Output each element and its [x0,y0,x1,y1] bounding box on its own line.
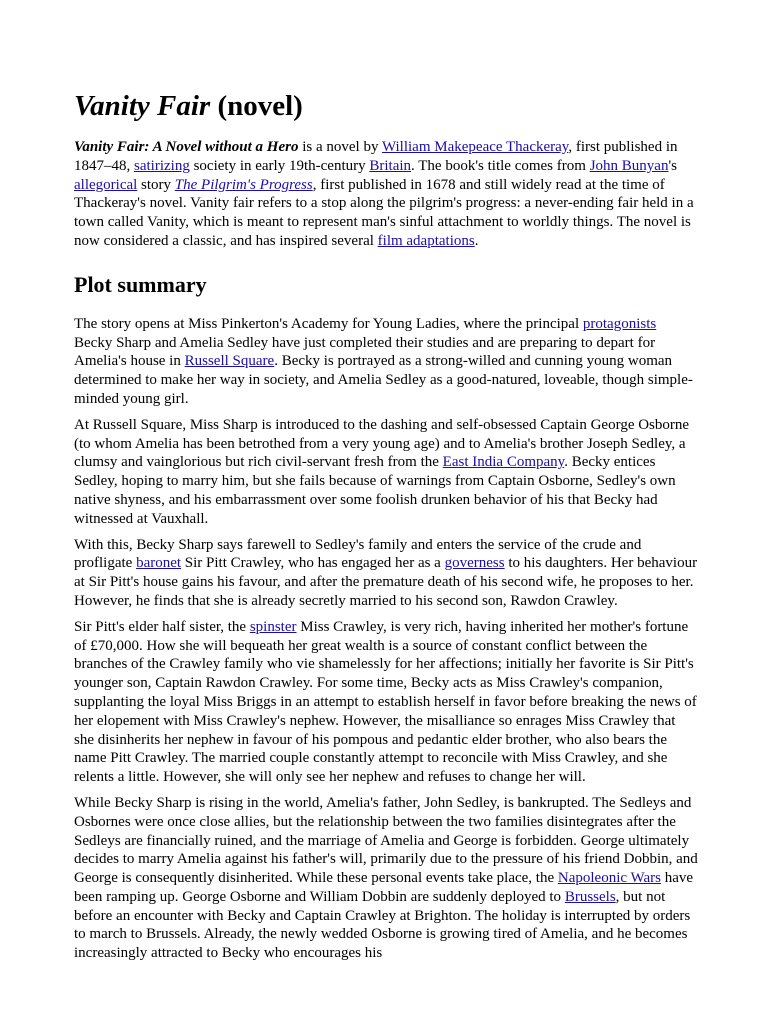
link-russell-square[interactable]: Russell Square [184,353,275,370]
text-run: , first published in 1678 and still widely read at the time of Thackeray's novel. Vanity fair refers to a stop along the pilgrim's progress: a never-ending fair held in a town called Vanity, which is meant to represent man's sinful attachment to worldly things. The novel is now considered a classic, and has inspired several [74,176,694,249]
plot-paragraph [74,416,698,529]
link-brussels[interactable]: Brussels [564,888,616,905]
text-run: Sir Pitt Crawley, who has engaged her as a [181,555,445,572]
text-run: society in early 19th-century [189,157,370,174]
link-allegorical[interactable]: allegorical [74,176,138,193]
section-heading-plot-summary: Plot summary [74,271,207,297]
page-title-suffix: (novel) [210,90,303,122]
link-protagonists[interactable]: protagonists [582,315,657,332]
text-run: The story opens at Miss Pinkerton's Academy for Young Ladies, where the principal [74,315,583,332]
link-spinster[interactable]: spinster [249,618,297,635]
link-napoleonic-wars[interactable]: Napoleonic Wars [557,870,661,887]
text-run: , first published in 1847–48, [74,139,678,174]
plot-paragraph [74,618,698,787]
text-run: is a novel by [298,139,382,155]
text-run: . The book's title comes from [411,157,590,174]
text-run: Sir Pitt's elder half sister, the [74,618,250,635]
link-satirizing[interactable]: satirizing [134,157,190,174]
plot-paragraph [74,794,698,963]
text-run: At Russell Square, Miss Sharp is introduced to the dashing and self-obsessed Captain George Osborne (to whom Amelia has been betrothed from a very young age) and to Amelia's brother Joseph Sedley, a clumsy and vainglorious but rich civil-servant fresh from the [74,416,690,471]
page-title [74,88,698,124]
link-film-adaptations[interactable]: film adaptations [377,232,475,249]
plot-paragraph [74,315,698,409]
text-run: , but not before an encounter with Becky and Captain Crawley at Brighton. The holiday is interrupted by orders to march to Brussels. Already, the newly wedded Osborne is growing tired of Amelia, and he becomes increasingly attracted to Becky who encourages his [74,888,691,962]
link-baronet[interactable]: baronet [136,555,182,572]
text-run: While Becky Sharp is rising in the world, Amelia's father, John Sedley, is bankrupted. The Sedleys and Osbornes were once close allies, but the relationship between the two families disintegrates after the Sedleys are financially ruined, and the marriage of Amelia and George is forbidden. George ultimately decides to marry Amelia against his father's will, primarily due to the pressure of his friend Dobbin, and George is consequently disinherited. While these personal events take place, the [74,794,698,887]
link-east-india-company[interactable]: East India Company [442,454,565,471]
link-john-bunyan[interactable]: John Bunyan [589,157,669,174]
text-run: Vanity Fair: A Novel without a Hero [74,139,299,155]
intro-paragraph [74,138,698,251]
page-title-italic: Vanity Fair [74,90,211,122]
article [74,88,698,970]
text-run: . [474,232,479,249]
link-britain[interactable]: Britain [369,157,412,174]
plot-paragraph [74,536,698,611]
text-run: have been ramping up. George Osborne and William Dobbin are suddenly deployed to [74,870,694,905]
text-run: . Becky entices Sedley, hoping to marry him, but she fails because of warnings from Captain Osborne, Sedley's own native shyness, and his embarrassment over some foolish drunken behavior of his that Becky had witnessed at Vauxhall. [74,454,676,527]
link-governess[interactable]: governess [444,555,505,572]
text-run: . Becky is portrayed as a strong-willed and cunning young woman determined to make her way in society, and Amelia Sedley as a good-natured, loveable, though simple-minded young girl. [74,353,693,407]
text-run: Miss Crawley, is very rich, having inherited her mother's fortune of £70,000. How she will bequeath her great wealth is a source of constant conflict between the branches of the Crawley family who vie shamelessly for her affections; initially her favorite is Sir Pitt's younger son, Captain Rawdon Crawley. For some time, Becky acts as Miss Crawley's companion, supplanting the loyal Miss Briggs in an attempt to establish herself in favor before breaking the news of her elopement with Miss Crawley's nephew. However, the misalliance so enrages Miss Crawley that she disinherits her nephew in favour of his pompous and pedantic elder brother, who also bears the name Pitt Crawley. The married couple constantly attempt to reconcile with Miss Crawley, and she relents a little. However, she will only see her nephew and refuses to change her will. [74,618,697,786]
link-william-makepeace-thackeray[interactable]: William Makepeace Thackeray [381,139,569,155]
text-run: to his daughters. Her behaviour at Sir Pitt's house gains his favour, and after the premature death of his second wife, he proposes to her. However, he finds that she is already secretly married to his second son, Rawdon Crawley. [74,555,698,609]
text-run: With this, Becky Sharp says farewell to Sedley's family and enters the service of the crude and profligate [74,536,642,572]
plot-summary-body [74,315,698,963]
text-run: 's [668,157,677,174]
text-run: Becky Sharp and Amelia Sedley have just completed their studies and are preparing to depart for Amelia's house in [74,334,656,370]
link-the-pilgrim-s-progress[interactable]: The Pilgrim's Progress [174,176,313,193]
text-run: story [137,176,175,193]
